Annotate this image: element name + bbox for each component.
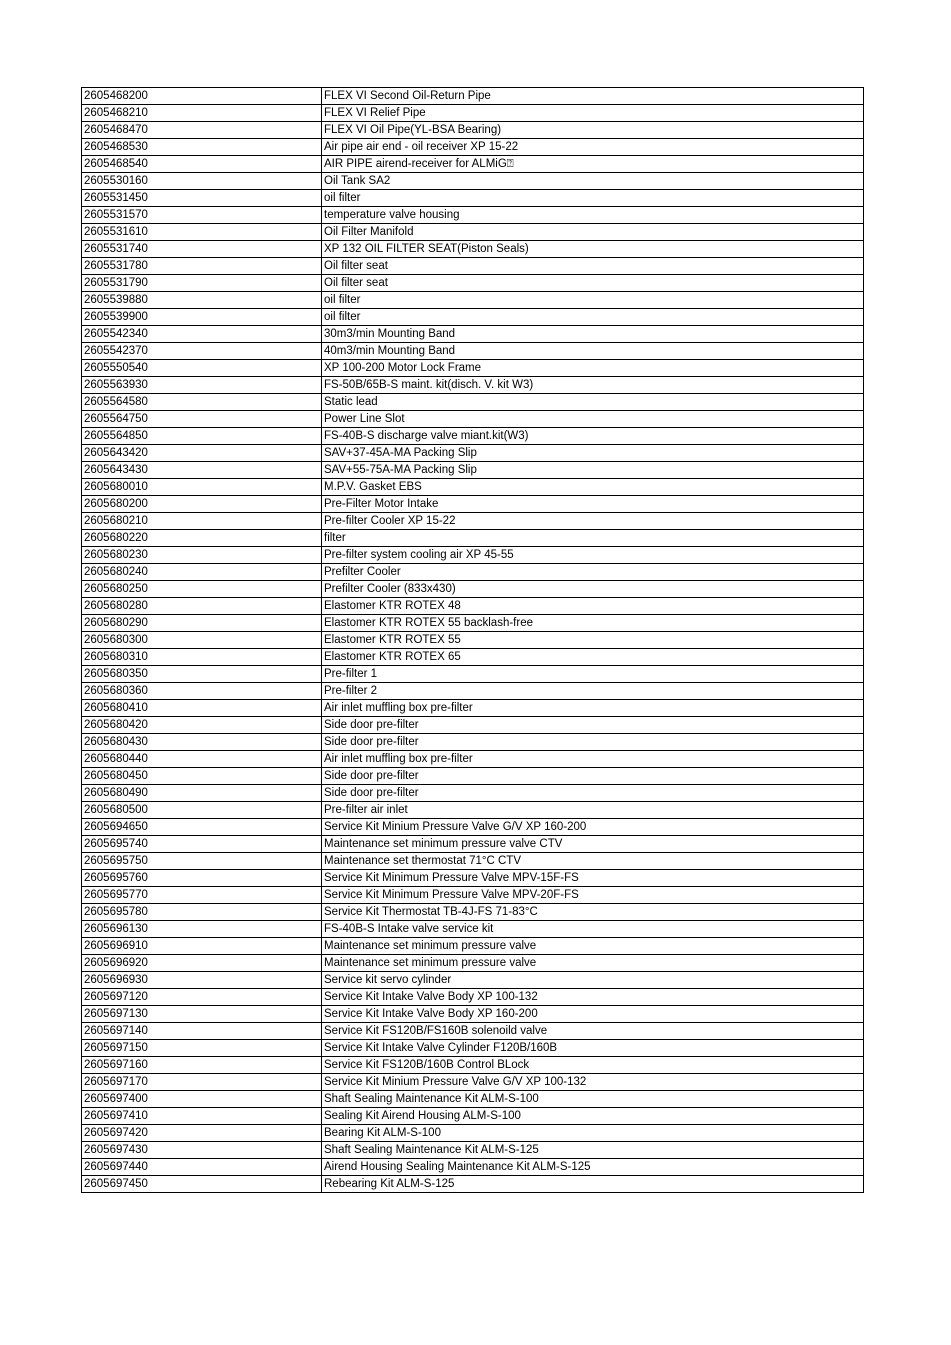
part-description-cell: Maintenance set thermostat 71°C CTV (322, 853, 864, 870)
part-number-cell: 2605564850 (82, 428, 322, 445)
table-row (82, 241, 864, 258)
table-row (82, 751, 864, 768)
part-description-cell: Service Kit Intake Valve Cylinder F120B/160B (322, 1040, 864, 1057)
part-description-cell: Bearing Kit ALM-S-100 (322, 1125, 864, 1142)
part-description-cell: Prefilter Cooler (833x430) (322, 581, 864, 598)
part-description-cell: Oil filter seat (322, 275, 864, 292)
part-description-cell: Pre-filter system cooling air XP 45-55 (322, 547, 864, 564)
table-row (82, 377, 864, 394)
table-row (82, 547, 864, 564)
parts-table (81, 87, 864, 1193)
part-number-cell: 2605695770 (82, 887, 322, 904)
table-row (82, 105, 864, 122)
part-description-cell: Air inlet muffling box pre-filter (322, 700, 864, 717)
part-number-cell: 2605680350 (82, 666, 322, 683)
part-description-cell: Elastomer KTR ROTEX 55 (322, 632, 864, 649)
part-description-cell: XP 100-200 Motor Lock Frame (322, 360, 864, 377)
table-row (82, 462, 864, 479)
part-description-cell: FS-40B-S Intake valve service kit (322, 921, 864, 938)
table-row (82, 292, 864, 309)
part-description-cell: FLEX VI Relief Pipe (322, 105, 864, 122)
part-description-cell: Side door pre-filter (322, 768, 864, 785)
part-description-cell: Service Kit Intake Valve Body XP 100-132 (322, 989, 864, 1006)
table-row (82, 819, 864, 836)
table-row (82, 632, 864, 649)
part-number-cell: 2605680310 (82, 649, 322, 666)
part-description-cell: Pre-filter 1 (322, 666, 864, 683)
part-description-cell: oil filter (322, 292, 864, 309)
part-description-cell: Service Kit Minimum Pressure Valve MPV-15F-FS (322, 870, 864, 887)
part-number-cell: 2605539880 (82, 292, 322, 309)
part-number-cell: 2605542340 (82, 326, 322, 343)
part-description-cell: Air inlet muffling box pre-filter (322, 751, 864, 768)
table-row (82, 122, 864, 139)
table-row (82, 989, 864, 1006)
part-number-cell: 2605697430 (82, 1142, 322, 1159)
table-row (82, 428, 864, 445)
table-row (82, 1176, 864, 1193)
table-row (82, 1006, 864, 1023)
part-number-cell: 2605539900 (82, 309, 322, 326)
part-description-cell: Rebearing Kit ALM-S-125 (322, 1176, 864, 1193)
table-row (82, 581, 864, 598)
table-row (82, 955, 864, 972)
part-number-cell: 2605530160 (82, 173, 322, 190)
part-number-cell: 2605697160 (82, 1057, 322, 1074)
part-number-cell: 2605680010 (82, 479, 322, 496)
part-description-cell: Prefilter Cooler (322, 564, 864, 581)
part-number-cell: 2605697420 (82, 1125, 322, 1142)
table-row (82, 921, 864, 938)
table-row (82, 224, 864, 241)
part-description-cell: Elastomer KTR ROTEX 65 (322, 649, 864, 666)
part-description-cell: Side door pre-filter (322, 734, 864, 751)
table-row (82, 411, 864, 428)
part-number-cell: 2605680210 (82, 513, 322, 530)
table-row (82, 700, 864, 717)
table-row (82, 598, 864, 615)
part-number-cell: 2605468210 (82, 105, 322, 122)
part-number-cell: 2605680500 (82, 802, 322, 819)
part-number-cell: 2605680360 (82, 683, 322, 700)
part-description-cell: temperature valve housing (322, 207, 864, 224)
table-row (82, 496, 864, 513)
table-row (82, 139, 864, 156)
part-description-cell: XP 132 OIL FILTER SEAT(Piston Seals) (322, 241, 864, 258)
part-number-cell: 2605697140 (82, 1023, 322, 1040)
part-description-cell: Service Kit FS120B/FS160B solenoild valve (322, 1023, 864, 1040)
part-number-cell: 2605695750 (82, 853, 322, 870)
part-number-cell: 2605696930 (82, 972, 322, 989)
table-row (82, 734, 864, 751)
table-row (82, 394, 864, 411)
part-description-cell: SAV+55-75A-MA Packing Slip (322, 462, 864, 479)
table-row (82, 1108, 864, 1125)
table-row (82, 836, 864, 853)
part-number-cell: 2605697450 (82, 1176, 322, 1193)
part-description-cell: FS-50B/65B-S maint. kit(disch. V. kit W3) (322, 377, 864, 394)
table-row (82, 615, 864, 632)
part-number-cell: 2605531780 (82, 258, 322, 275)
part-description-cell: Service kit servo cylinder (322, 972, 864, 989)
table-row (82, 156, 864, 173)
part-number-cell: 2605468530 (82, 139, 322, 156)
part-number-cell: 2605643420 (82, 445, 322, 462)
part-description-cell: Pre-filter air inlet (322, 802, 864, 819)
part-number-cell: 2605696130 (82, 921, 322, 938)
table-row (82, 683, 864, 700)
part-number-cell: 2605468200 (82, 88, 322, 105)
part-number-cell: 2605680240 (82, 564, 322, 581)
part-number-cell: 2605696910 (82, 938, 322, 955)
part-description-cell: Service Kit FS120B/160B Control BLock (322, 1057, 864, 1074)
part-number-cell: 2605697400 (82, 1091, 322, 1108)
table-row (82, 1159, 864, 1176)
table-row (82, 649, 864, 666)
part-description-cell: Maintenance set minimum pressure valve (322, 955, 864, 972)
part-number-cell: 2605695740 (82, 836, 322, 853)
table-row (82, 785, 864, 802)
part-description-cell: 30m3/min Mounting Band (322, 326, 864, 343)
part-description-cell: Maintenance set minimum pressure valve (322, 938, 864, 955)
part-description-cell: oil filter (322, 190, 864, 207)
part-number-cell: 2605680450 (82, 768, 322, 785)
part-number-cell: 2605542370 (82, 343, 322, 360)
part-number-cell: 2605697440 (82, 1159, 322, 1176)
part-description-cell: Side door pre-filter (322, 717, 864, 734)
part-number-cell: 2605697120 (82, 989, 322, 1006)
table-row (82, 258, 864, 275)
part-number-cell: 2605643430 (82, 462, 322, 479)
table-row (82, 870, 864, 887)
part-description-cell: Air pipe air end - oil receiver XP 15-22 (322, 139, 864, 156)
part-number-cell: 2605694650 (82, 819, 322, 836)
part-description-cell: Service Kit Thermostat TB-4J-FS 71-83°C (322, 904, 864, 921)
part-number-cell: 2605680200 (82, 496, 322, 513)
part-number-cell: 2605695780 (82, 904, 322, 921)
part-description-cell: Oil Filter Manifold (322, 224, 864, 241)
table-row (82, 1023, 864, 1040)
part-number-cell: 2605531740 (82, 241, 322, 258)
part-description-cell: Sealing Kit Airend Housing ALM-S-100 (322, 1108, 864, 1125)
table-row (82, 445, 864, 462)
part-description-cell: Shaft Sealing Maintenance Kit ALM-S-100 (322, 1091, 864, 1108)
part-number-cell: 2605697150 (82, 1040, 322, 1057)
table-row (82, 530, 864, 547)
part-number-cell: 2605468540 (82, 156, 322, 173)
part-description-cell: AIR PIPE airend-receiver for ALMiG⍰ (322, 156, 864, 173)
part-description-cell: Oil filter seat (322, 258, 864, 275)
table-row (82, 853, 864, 870)
part-number-cell: 2605680410 (82, 700, 322, 717)
table-row (82, 343, 864, 360)
part-description-cell: Pre-Filter Motor Intake (322, 496, 864, 513)
part-description-cell: filter (322, 530, 864, 547)
table-row (82, 513, 864, 530)
table-row (82, 802, 864, 819)
part-description-cell: FLEX VI Second Oil-Return Pipe (322, 88, 864, 105)
part-description-cell: FS-40B-S discharge valve miant.kit(W3) (322, 428, 864, 445)
part-number-cell: 2605680490 (82, 785, 322, 802)
part-description-cell: M.P.V. Gasket EBS (322, 479, 864, 496)
part-number-cell: 2605680290 (82, 615, 322, 632)
part-number-cell: 2605697410 (82, 1108, 322, 1125)
part-description-cell: Side door pre-filter (322, 785, 864, 802)
table-row (82, 887, 864, 904)
part-description-cell: Elastomer KTR ROTEX 55 backlash-free (322, 615, 864, 632)
part-description-cell: oil filter (322, 309, 864, 326)
table-row (82, 904, 864, 921)
table-row (82, 564, 864, 581)
table-row (82, 938, 864, 955)
part-description-cell: Service Kit Intake Valve Body XP 160-200 (322, 1006, 864, 1023)
table-row (82, 207, 864, 224)
part-description-cell: Service Kit Minium Pressure Valve G/V XP 100-132 (322, 1074, 864, 1091)
part-description-cell: FLEX VI Oil Pipe(YL-BSA Bearing) (322, 122, 864, 139)
part-number-cell: 2605680420 (82, 717, 322, 734)
part-number-cell: 2605550540 (82, 360, 322, 377)
part-number-cell: 2605564750 (82, 411, 322, 428)
table-row (82, 190, 864, 207)
part-number-cell: 2605531570 (82, 207, 322, 224)
part-description-cell: Static lead (322, 394, 864, 411)
table-row (82, 88, 864, 105)
part-number-cell: 2605696920 (82, 955, 322, 972)
part-description-cell: Oil Tank SA2 (322, 173, 864, 190)
part-number-cell: 2605680300 (82, 632, 322, 649)
part-number-cell: 2605680440 (82, 751, 322, 768)
table-row (82, 326, 864, 343)
table-row (82, 479, 864, 496)
table-row (82, 717, 864, 734)
table-row (82, 768, 864, 785)
table-row (82, 1125, 864, 1142)
part-number-cell: 2605531610 (82, 224, 322, 241)
table-row (82, 1040, 864, 1057)
part-number-cell: 2605563930 (82, 377, 322, 394)
table-row (82, 360, 864, 377)
table-row (82, 173, 864, 190)
part-number-cell: 2605564580 (82, 394, 322, 411)
part-description-cell: Elastomer KTR ROTEX 48 (322, 598, 864, 615)
part-number-cell: 2605680220 (82, 530, 322, 547)
part-number-cell: 2605531450 (82, 190, 322, 207)
part-description-cell: Service Kit Minimum Pressure Valve MPV-20F-FS (322, 887, 864, 904)
part-number-cell: 2605680280 (82, 598, 322, 615)
part-number-cell: 2605680430 (82, 734, 322, 751)
part-number-cell: 2605695760 (82, 870, 322, 887)
part-number-cell: 2605697130 (82, 1006, 322, 1023)
table-row (82, 972, 864, 989)
part-description-cell: 40m3/min Mounting Band (322, 343, 864, 360)
table-row (82, 309, 864, 326)
part-number-cell: 2605531790 (82, 275, 322, 292)
part-description-cell: Airend Housing Sealing Maintenance Kit ALM-S-125 (322, 1159, 864, 1176)
part-number-cell: 2605697170 (82, 1074, 322, 1091)
part-description-cell: Shaft Sealing Maintenance Kit ALM-S-125 (322, 1142, 864, 1159)
table-row (82, 1074, 864, 1091)
part-description-cell: Maintenance set minimum pressure valve CTV (322, 836, 864, 853)
part-description-cell: Pre-filter 2 (322, 683, 864, 700)
part-description-cell: Service Kit Minium Pressure Valve G/V XP 160-200 (322, 819, 864, 836)
table-row (82, 1142, 864, 1159)
part-description-cell: SAV+37-45A-MA Packing Slip (322, 445, 864, 462)
table-row (82, 275, 864, 292)
part-number-cell: 2605468470 (82, 122, 322, 139)
part-description-cell: Power Line Slot (322, 411, 864, 428)
table-row (82, 666, 864, 683)
part-number-cell: 2605680250 (82, 581, 322, 598)
part-number-cell: 2605680230 (82, 547, 322, 564)
part-description-cell: Pre-filter Cooler XP 15-22 (322, 513, 864, 530)
table-row (82, 1091, 864, 1108)
parts-table-body (82, 88, 864, 1193)
table-row (82, 1057, 864, 1074)
